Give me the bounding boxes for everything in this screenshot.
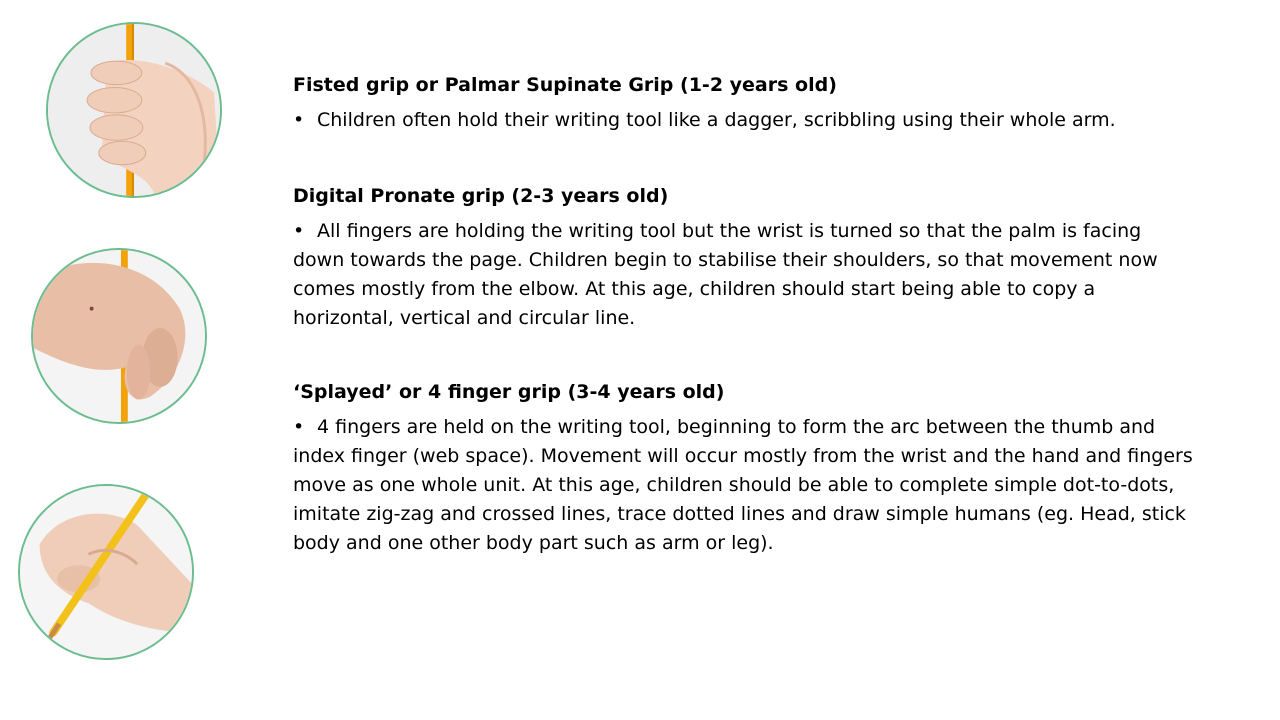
bullet-marker: • (293, 109, 305, 131)
section-bullet (293, 413, 1193, 558)
section-heading: Digital Pronate grip (2-3 years old) (293, 185, 669, 207)
section-splayed-grip (293, 379, 1193, 558)
section-body: Children often hold their writing tool like a dagger, scribbling using their whole arm. (317, 109, 1116, 131)
bullet-marker: • (293, 220, 305, 242)
fisted-grip-photo (46, 22, 222, 198)
section-body: 4 fingers are held on the writing tool, beginning to form the arc between the thumb and index finger (web space). Movement will occur mostly from the wrist and the hand and fingers move as one whole unit. At this age, children should be able to complete simple dot-to-dots, imitate zig-zag and crossed lines, trace dotted lines and draw simple humans (eg. Head, stick body and one other body part such as arm or leg). (293, 416, 1193, 554)
section-bullet (293, 217, 1193, 333)
digital-pronate-grip-photo (31, 248, 207, 424)
fisted-grip-illustration (48, 24, 220, 196)
section-heading: Fisted grip or Palmar Supinate Grip (1-2 years old) (293, 74, 837, 96)
section-heading: ‘Splayed’ or 4 finger grip (3-4 years old) (293, 381, 725, 403)
section-fisted-grip (293, 72, 1116, 135)
section-body: All fingers are holding the writing tool but the wrist is turned so that the palm is facing down towards the page. Children begin to stabilise their shoulders, so that movement now comes mostly from the elbow. At this age, children should start being able to copy a horizontal, vertical and circular line. (293, 220, 1158, 329)
digital-pronate-grip-illustration (33, 250, 205, 422)
splayed-grip-photo (18, 484, 194, 660)
section-digital-pronate-grip (293, 183, 1193, 333)
splayed-grip-illustration (20, 486, 192, 658)
bullet-marker: • (293, 416, 305, 438)
section-bullet (293, 106, 1116, 135)
